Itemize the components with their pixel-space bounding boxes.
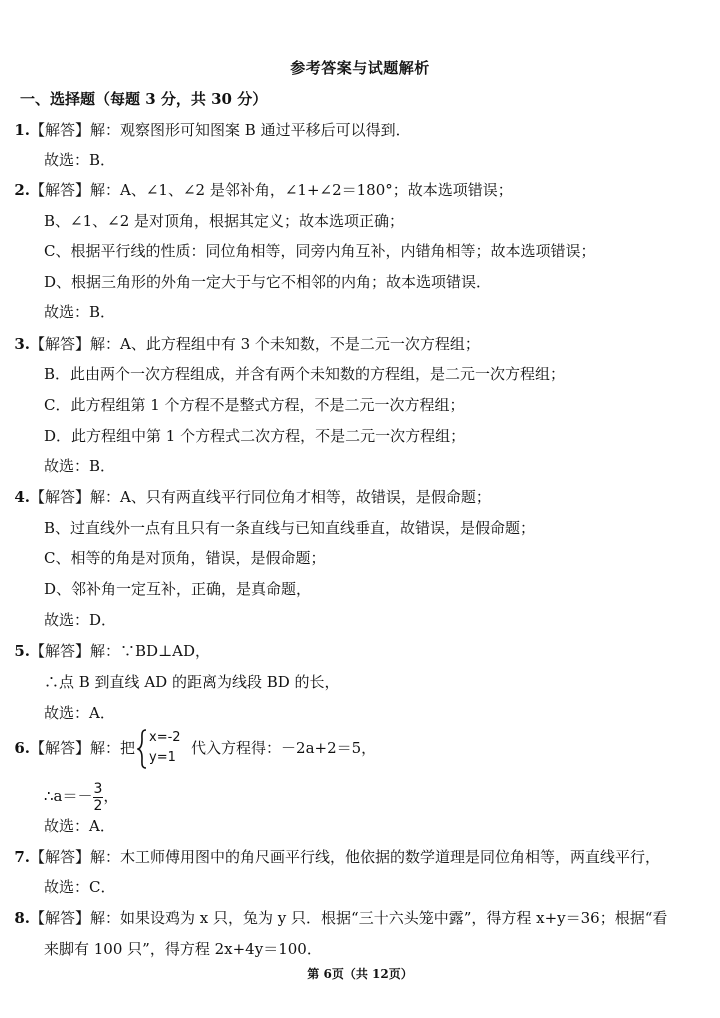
question-number: 2. xyxy=(14,181,30,199)
answer-8-line-1: 8.【解答】解：如果设鸡为 x 只，兔为 y 只．根据“三十六头笼中露”，得方程 x+y＝36；根据“看 xyxy=(0,908,667,928)
answer-7-line-2: 故选：C． xyxy=(44,878,116,896)
question-number: 7. xyxy=(14,848,30,866)
answer-2-line-2: B、∠1、∠2 是对顶角，根据其定义；故本选项正确； xyxy=(44,212,405,230)
answer-6-line-2: ∴a＝－ $\frac{3}{2}$ ， xyxy=(44,780,119,814)
left-brace-icon xyxy=(137,729,147,769)
answer-7-line-1: 7.【解答】解：木工师傅用图中的角尺画平行线，他依据的数学道理是同位角相等，两直线平行， xyxy=(0,847,660,867)
answer-2-line-3: C、根据平行线的性质：同位角相等，同旁内角互补，内错角相等；故本选项错误； xyxy=(44,242,596,260)
equation-x: x=-2 xyxy=(149,730,181,745)
answer-6-line-1: 6.【解答】解：把 x=-2 y=1 代入方程得：－2a+2＝5， xyxy=(0,728,376,768)
answer-3-line-3: C．此方程组第 1 个方程不是整式方程，不是二元一次方程组； xyxy=(44,396,465,414)
fraction-denominator: 2 xyxy=(93,797,103,814)
answer-3-line-2: B．此由两个一次方程组成，并含有两个未知数的方程组，是二元一次方程组； xyxy=(44,365,566,383)
page-title: 参考答案与试题解析 xyxy=(290,59,430,77)
question-number: 1. xyxy=(14,121,30,139)
answer-5-line-3: 故选：A． xyxy=(44,704,115,722)
answer-8-line-2: 来脚有 100 只”，得方程 2x+4y＝100． xyxy=(44,940,322,958)
answer-2-line-5: 故选：B． xyxy=(44,303,116,321)
answer-4-line-2: B、过直线外一点有且只有一条直线与已知直线垂直，故错误，是假命题； xyxy=(44,519,536,537)
answer-3-line-5: 故选：B． xyxy=(44,457,116,475)
equation-system xyxy=(137,729,189,769)
answer-6-line-3: 故选：A． xyxy=(44,817,115,835)
answer-tag: 【解答】 xyxy=(30,848,91,866)
section-heading: 一、选择题（每题 3 分，共 30 分） xyxy=(20,90,268,108)
answer-tag: 【解答】 xyxy=(30,335,91,353)
question-number: 5. xyxy=(14,642,30,660)
page-footer: 第 6页（共 12页） xyxy=(307,967,413,981)
answer-3-line-4: D．此方程组中第 1 个方程式二次方程，不是二元一次方程组； xyxy=(44,427,466,445)
answer-3-line-1: 3.【解答】解：A、此方程组中有 3 个未知数，不是二元一次方程组； xyxy=(0,334,480,354)
answer-2-line-4: D、根据三角形的外角一定大于与它不相邻的内角；故本选项错误． xyxy=(44,273,492,291)
question-number: 8. xyxy=(14,909,30,927)
answer-tag: 【解答】 xyxy=(30,488,91,506)
answer-tag: 【解答】 xyxy=(30,739,91,757)
answer-4-line-4: D、邻补角一定互补，正确，是真命题， xyxy=(44,580,312,598)
fraction-numerator: 3 xyxy=(93,780,103,797)
answer-tag: 【解答】 xyxy=(30,642,91,660)
question-number: 4. xyxy=(14,488,30,506)
equation-y: y=1 xyxy=(149,750,176,765)
answer-tag: 【解答】 xyxy=(30,181,91,199)
answer-tag: 【解答】 xyxy=(30,121,91,139)
answer-4-line-3: C、相等的角是对顶角，错误，是假命题； xyxy=(44,549,326,567)
answer-5-line-1: 5.【解答】解：∵BD⊥AD， xyxy=(0,641,210,661)
answer-5-line-2: ∴点 B 到直线 AD 的距离为线段 BD 的长， xyxy=(44,673,340,691)
answer-2-line-1: 2.【解答】解：A、∠1、∠2 是邻补角，∠1+∠2＝180°；故本选项错误； xyxy=(0,180,513,200)
question-number: 3. xyxy=(14,335,30,353)
answer-4-line-1: 4.【解答】解：A、只有两直线平行同位角才相等，故错误，是假命题； xyxy=(0,487,491,507)
answer-tag: 【解答】 xyxy=(30,909,91,927)
question-number: 6. xyxy=(14,739,30,757)
answer-1-line-2: 故选：B． xyxy=(44,151,116,169)
answer-1-line-1: 1.【解答】解：观察图形可知图案 B 通过平移后可以得到． xyxy=(0,120,411,140)
fraction xyxy=(93,781,104,814)
answer-4-line-5: 故选：D． xyxy=(44,611,117,629)
